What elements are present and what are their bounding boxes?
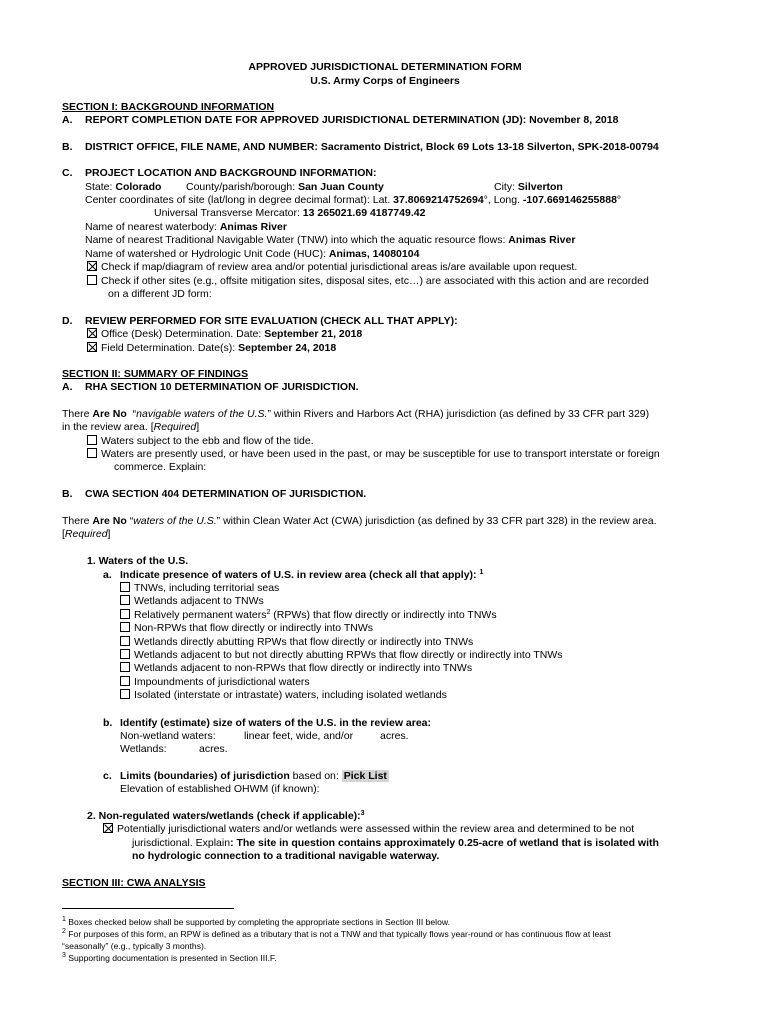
map-available-checkbox[interactable]	[87, 261, 97, 271]
section-2-item-a	[62, 381, 359, 394]
county-line	[186, 181, 384, 194]
commerce-waters-checkbox[interactable]	[87, 448, 97, 458]
rha-paragraph-line1	[62, 408, 649, 421]
office-determination-checkbox[interactable]	[87, 328, 97, 338]
footnote-3-text: Supporting documentation is presented in Section III.F.	[65, 953, 277, 963]
section-1-item-c	[62, 167, 377, 180]
footnote-3-number: 3	[62, 952, 66, 959]
item-a-label: A.	[62, 114, 73, 126]
cwa-there: There	[62, 515, 93, 527]
water-type-row	[120, 582, 279, 595]
water-type-label-cont: (RPWs) that flow directly or indirectly into TNWs	[270, 608, 497, 621]
cwa-quote-open: “	[126, 515, 134, 527]
ohwm-label: Elevation of established OHWM (if known):	[120, 783, 320, 795]
rha-heading: RHA SECTION 10 DETERMINATION OF JURISDICTION.	[85, 381, 359, 393]
tidal-waters-checkbox[interactable]	[87, 435, 97, 445]
non-regulated-text: 2. Non-regulated waters/wetlands (check if applicable):	[87, 810, 361, 822]
footnote-2-text-cont: “seasonally” (e.g., typically 3 months).	[62, 941, 207, 951]
map-available-label: Check if map/diagram of review area and/or potential jurisdictional areas is/are available upon request.	[101, 261, 578, 273]
rha-bracket-close: ]	[196, 421, 200, 433]
footnote-1	[62, 917, 450, 928]
cwa-text: ” within Clean Water Act (CWA) jurisdiction (as defined by 33 CFR part 328) in the review area.	[216, 515, 657, 527]
state-label: State:	[85, 181, 116, 193]
sub-c-label: c.	[103, 770, 112, 782]
rha-quote-open: “	[126, 408, 137, 420]
long-suffix: °	[616, 194, 622, 206]
water-type-label: Relatively permanent waters	[134, 608, 267, 621]
explain-label: jurisdictional. Explain	[132, 837, 231, 849]
other-sites-label: Check if other sites (e.g., offsite mitigation sites, disposal sites, etc…) are associated with this action and are recorded	[101, 275, 649, 287]
limits-heading: Limits (boundaries) of jurisdiction	[120, 770, 290, 782]
limits-text	[120, 770, 389, 783]
city-value: Silverton	[517, 181, 563, 193]
non-regulated-heading	[87, 810, 365, 823]
project-location-heading: PROJECT LOCATION AND BACKGROUND INFORMATION:	[85, 167, 377, 179]
section-2-heading: SECTION II: SUMMARY OF FINDINGS	[62, 368, 249, 380]
utm-value: 13 265021.69 4187749.42	[302, 207, 426, 219]
district-office-text: DISTRICT OFFICE, FILE NAME, AND NUMBER: Sacramento District, Block 69 Lots 13-18 Silverton, SPK-2018-00794	[85, 141, 659, 153]
explain-text: : The site in question contains approximately 0.25-acre of wetland that is isolated with	[230, 837, 659, 849]
tnw-label: Name of nearest Traditional Navigable Water (TNW) into which the aquatic resource flows:	[85, 234, 509, 246]
nonwetland-acres: acres.	[380, 730, 409, 742]
cwa-heading: CWA SECTION 404 DETERMINATION OF JURISDICTION.	[85, 488, 367, 500]
water-type-label: Non-RPWs that flow directly or indirectly into TNWs	[134, 622, 374, 635]
waterbody-label: Name of nearest waterbody:	[85, 221, 220, 233]
rha-there: There	[62, 408, 93, 420]
sub-a-label: a.	[103, 569, 112, 581]
cwa-bracket-close: ]	[107, 528, 111, 540]
state-line	[85, 181, 161, 194]
footnote-ref-1: 1	[479, 569, 484, 576]
center-coordinates-line	[85, 194, 621, 207]
city-line	[494, 181, 563, 194]
other-sites-label-cont: on a different JD form:	[108, 288, 212, 300]
section-1-item-d	[62, 315, 458, 328]
item-b-label: B.	[62, 488, 73, 500]
rha-are-no: Are No	[92, 408, 127, 420]
review-performed-heading: REVIEW PERFORMED FOR SITE EVALUATION (CHECK ALL THAT APPLY):	[85, 315, 458, 327]
section-1-item-a	[62, 114, 619, 127]
field-determination-row	[87, 342, 336, 355]
cwa-bracket-open: [	[62, 528, 65, 540]
rha-commerce-row	[87, 448, 660, 461]
city-label: City:	[494, 181, 518, 193]
waterbody-line	[85, 221, 287, 234]
utm-line	[154, 207, 425, 220]
form-subtitle: U.S. Army Corps of Engineers	[310, 75, 460, 87]
waterbody-value: Animas River	[219, 221, 287, 233]
other-sites-checkbox[interactable]	[87, 275, 97, 285]
wetlands-acres: acres.	[199, 743, 228, 755]
section-3-heading: SECTION III: CWA ANALYSIS	[62, 877, 206, 889]
water-type-row	[120, 622, 373, 635]
item-b-label: B.	[62, 141, 73, 153]
nonwetland-units: linear feet, wide, and/or	[244, 730, 354, 742]
other-sites-row	[87, 275, 649, 288]
non-regulated-checkbox[interactable]	[103, 823, 113, 833]
waters-of-us-heading: 1. Waters of the U.S.	[87, 555, 189, 567]
footnote-divider	[62, 908, 234, 909]
commerce-waters-label: Waters are presently used, or have been used in the past, or may be susceptible for use to transport interstate or foreign	[101, 448, 660, 460]
non-regulated-row	[103, 823, 634, 836]
report-date-text: REPORT COMPLETION DATE FOR APPROVED JURISDICTIONAL DETERMINATION (JD): November 8, 2018	[85, 114, 619, 126]
water-type-checkbox[interactable]	[120, 689, 130, 699]
water-type-row	[120, 649, 563, 662]
lat-suffix: °, Long.	[483, 194, 523, 206]
rha-navigable-waters: navigable waters of the U.S.	[136, 408, 268, 420]
water-type-checkbox[interactable]	[120, 595, 130, 605]
wetlands-label: Wetlands:	[120, 743, 167, 755]
field-determination-label: Field Determination. Date(s):	[101, 342, 239, 354]
center-label: Center coordinates of site (lat/long in degree decimal format): Lat.	[85, 194, 394, 206]
water-type-row	[120, 689, 447, 702]
limits-row	[103, 770, 387, 783]
footnote-2-number: 2	[62, 928, 66, 935]
county-label: County/parish/borough:	[186, 181, 299, 193]
non-regulated-line3: no hydrologic connection to a traditional navigable waterway.	[132, 850, 440, 862]
water-type-checkbox[interactable]	[120, 676, 130, 686]
footnote-1-number: 1	[62, 916, 66, 923]
footnote-ref-2: 2	[266, 608, 271, 616]
water-type-label: Impoundments of jurisdictional waters	[134, 675, 310, 688]
water-type-label: Wetlands directly abutting RPWs that flow directly or indirectly into TNWs	[134, 635, 474, 648]
indicate-presence-text: Indicate presence of waters of U.S. in review area (check all that apply):	[120, 569, 480, 581]
cwa-paragraph-line1	[62, 515, 656, 528]
identify-size-row	[103, 717, 432, 730]
footnote-2	[62, 929, 611, 940]
indicate-presence-row	[103, 569, 484, 582]
water-type-row	[120, 595, 264, 608]
water-type-checkbox[interactable]	[120, 636, 130, 646]
item-a-label: A.	[62, 381, 73, 393]
footnote-ref-3: 3	[360, 810, 365, 817]
cwa-waters-of-us: waters of the U.S.	[133, 515, 217, 527]
huc-label: Name of watershed or Hydrologic Unit Code (HUC):	[85, 248, 329, 260]
identify-size-heading: Identify (estimate) size of waters of the U.S. in the review area:	[120, 717, 432, 729]
field-determination-checkbox[interactable]	[87, 342, 97, 352]
non-regulated-line1: Potentially jurisdictional waters and/or wetlands were assessed within the review area and determined to be not	[117, 823, 635, 835]
water-type-row	[120, 662, 472, 675]
tnw-value: Animas River	[508, 234, 576, 246]
non-regulated-line2	[132, 837, 659, 850]
footnote-3	[62, 953, 277, 964]
rha-tidal-row	[87, 435, 314, 448]
field-determination-date: September 24, 2018	[238, 342, 337, 354]
longitude-value: -107.669146255888	[522, 194, 617, 206]
latitude-value: 37.8069214752694	[393, 194, 484, 206]
rha-review-area: in the review area. [	[62, 421, 154, 433]
indicate-presence-heading	[120, 569, 483, 582]
huc-line	[85, 248, 419, 261]
water-type-row	[120, 636, 473, 649]
tnw-line	[85, 234, 575, 247]
rha-paragraph-line2	[62, 421, 199, 434]
water-type-checkbox[interactable]	[120, 662, 130, 672]
office-determination-date: September 21, 2018	[264, 328, 363, 340]
water-type-checkbox[interactable]	[120, 649, 130, 659]
huc-value: Animas, 14080104	[328, 248, 420, 260]
utm-label: Universal Transverse Mercator:	[154, 207, 303, 219]
section-1-item-b	[62, 141, 659, 154]
commerce-explain: commerce. Explain:	[114, 461, 207, 473]
rha-required: Required	[153, 421, 197, 433]
limits-pick-list[interactable]: Pick List	[343, 770, 387, 782]
water-type-checkbox[interactable]	[120, 609, 130, 619]
water-type-label: Isolated (interstate or intrastate) waters, including isolated wetlands	[134, 689, 447, 702]
tidal-waters-label: Waters subject to the ebb and flow of the tide.	[101, 435, 314, 447]
water-type-label: Wetlands adjacent to TNWs	[134, 595, 264, 608]
water-type-checkbox[interactable]	[120, 582, 130, 592]
state-value: Colorado	[115, 181, 162, 193]
office-determination-label: Office (Desk) Determination. Date:	[101, 328, 265, 340]
item-c-label: C.	[62, 167, 73, 179]
form-title: APPROVED JURISDICTIONAL DETERMINATION FORM	[248, 61, 522, 73]
nonwetland-label: Non-wetland waters:	[120, 730, 216, 742]
water-type-row	[120, 676, 310, 689]
water-type-label: Wetlands adjacent to but not directly abutting RPWs that flow directly or indirectly into TNWs	[134, 649, 563, 661]
cwa-required: Required	[64, 528, 108, 540]
section-1-heading: SECTION I: BACKGROUND INFORMATION	[62, 101, 275, 113]
office-determination-row	[87, 328, 362, 341]
item-d-label: D.	[62, 315, 73, 327]
water-type-row	[120, 609, 497, 622]
water-type-label: Wetlands adjacent to non-RPWs that flow directly or indirectly into TNWs	[134, 662, 473, 675]
footnote-1-text: Boxes checked below shall be supported by completing the appropriate sections in Section III below.	[65, 917, 450, 927]
footnote-2-text: For purposes of this form, an RPW is defined as a tributary that is not a TNW and that typically flows year-round or has continuous flow at least	[65, 929, 611, 939]
section-2-item-b	[62, 488, 367, 501]
water-type-checkbox[interactable]	[120, 622, 130, 632]
rha-text: ” within Rivers and Harbors Act (RHA) jurisdiction (as defined by 33 CFR part 329)	[267, 408, 650, 420]
cwa-paragraph-line2	[62, 528, 110, 541]
cwa-are-no: Are No	[92, 515, 127, 527]
water-type-label: TNWs, including territorial seas	[134, 582, 280, 594]
map-available-row	[87, 261, 577, 274]
sub-b-label: b.	[103, 717, 113, 729]
county-value: San Juan County	[298, 181, 384, 193]
limits-based-on: based on:	[289, 770, 342, 782]
